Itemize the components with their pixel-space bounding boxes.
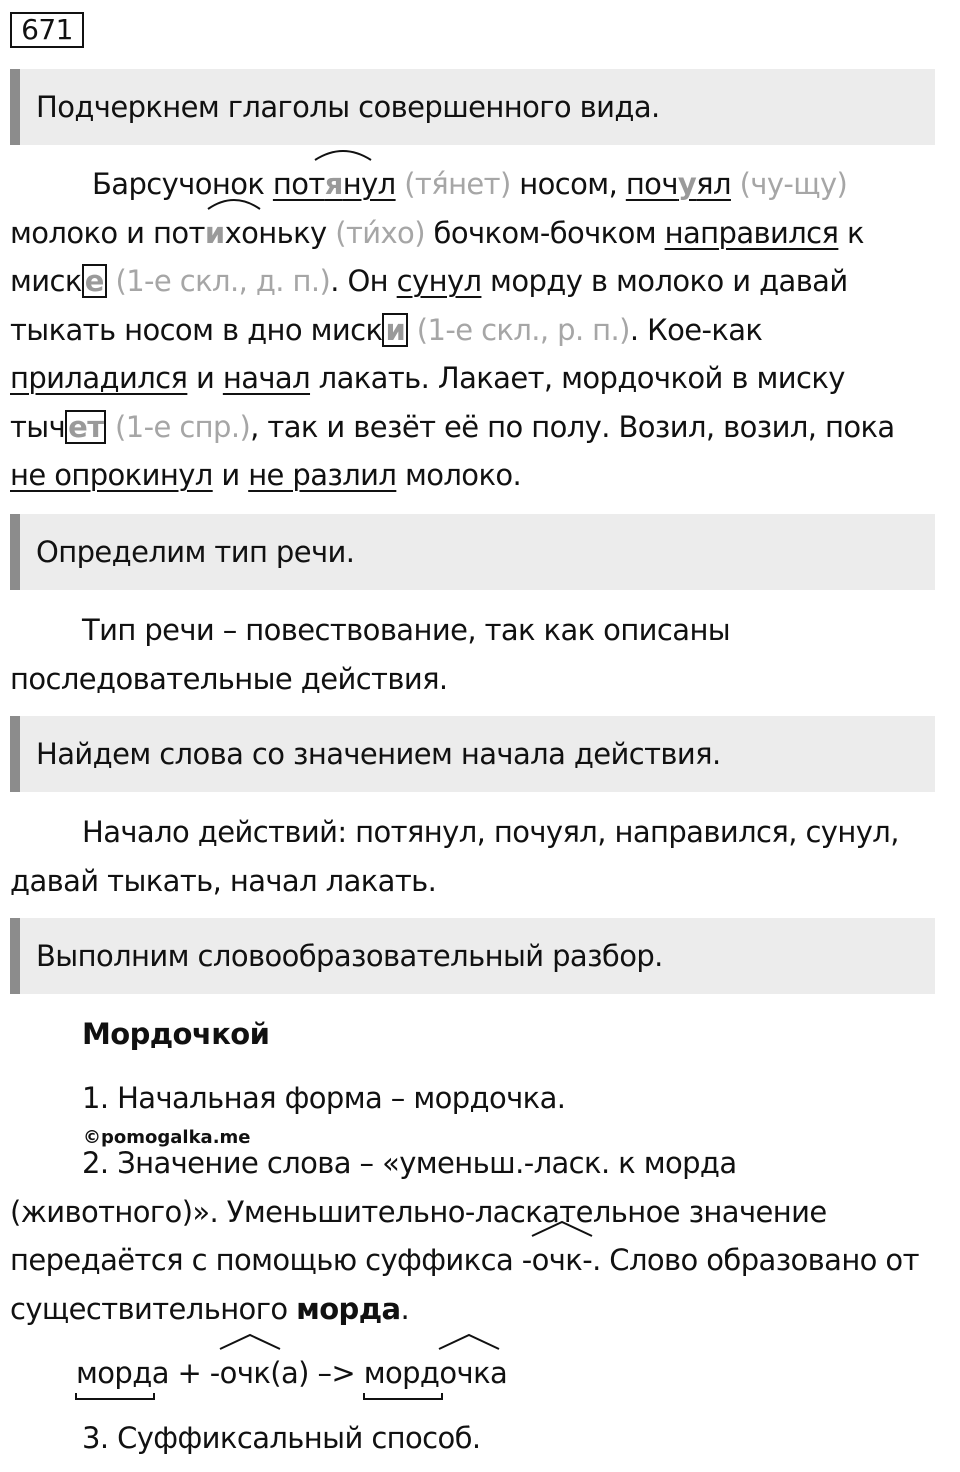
analysis-item-2 xyxy=(10,1139,945,1333)
item-2-line-4: существительного морда. xyxy=(10,1291,410,1326)
passage-line-2: молоко и потихоньку (ти́хо) бочком-бочком направился к xyxy=(10,209,945,258)
item-1-text: 1. Начальная форма – мордочка. xyxy=(82,1081,566,1115)
text-type-answer xyxy=(10,606,945,703)
root-bracket xyxy=(74,1347,164,1417)
item-2-line-3: передаётся с помощью суффикса -очк -. Слово образовано от xyxy=(10,1236,945,1285)
text-type-line-2: последовательные действия. xyxy=(10,661,448,696)
analysis-word: Мордочкой xyxy=(82,1017,270,1051)
root-arc xyxy=(206,191,286,211)
word-potihonku: молоко и потихоньку xyxy=(10,209,327,258)
analysis-item-3 xyxy=(10,1414,945,1463)
ending-box-i: и xyxy=(382,313,408,347)
formula-root-morda: морд xyxy=(76,1349,152,1398)
item-2-line-2: (животного)». Уменьшительно-ласкательное значение xyxy=(10,1194,827,1229)
verb-nachal: начал xyxy=(222,361,311,395)
begin-words-line-2: давай тыкать, начал лакать. xyxy=(10,863,437,898)
text-type-line-1: Тип речи – повествование, так как описаны xyxy=(82,613,731,647)
passage-line-7: не опрокинул и не разлил молоко. xyxy=(10,458,522,492)
verb-ne-oprokinul: не опрокинул xyxy=(10,458,213,492)
suffix-ochk: очк xyxy=(532,1236,583,1285)
passage-line-6: тыч ет (1-е спр.), так и везёт её по полу. Возил, возил, пока xyxy=(10,409,895,444)
formula-result-suffix: очк xyxy=(439,1349,490,1398)
root-arc xyxy=(313,142,433,162)
passage-line-3: миск е (1-е скл., д. п.). Он сунул морду в молоко и давай xyxy=(10,264,848,298)
verb-potyanul: потянул xyxy=(273,160,396,209)
hint-declension-dp: (1-е скл., д. п.) xyxy=(106,264,331,298)
suffix-mark xyxy=(437,1333,507,1353)
begin-words-answer xyxy=(10,808,945,905)
passage-line-4: тыкать носом в дно миск и (1-е скл., р. п.). Кое-как xyxy=(10,312,763,347)
verb-sunul: сунул xyxy=(396,264,482,298)
item-3-text: 3. Суффиксальный способ. xyxy=(82,1421,481,1455)
source-word: морда xyxy=(296,1291,401,1326)
verb-napravilsya: направился xyxy=(664,215,839,250)
root-bracket xyxy=(362,1347,452,1417)
passage xyxy=(10,160,945,500)
hint-chu-schu: (чу-щу) xyxy=(730,167,848,201)
verb-ne-razlil: не разлил xyxy=(248,458,397,492)
verb-priladilsya: приладился xyxy=(10,361,188,395)
derivation-formula: морд а + -очк (а) –> морд очк а xyxy=(10,1349,945,1398)
section-heading-word-analysis: Выполним словообразовательный разбор. xyxy=(10,918,935,994)
ending-box-et: ет xyxy=(65,410,106,444)
hint-tyanet: (тя́нет) xyxy=(395,167,511,201)
passage-line-1: Барсучонок потянул (тя́нет) носом, почуял (чу-щу) xyxy=(10,160,945,209)
hint-conjugation: (1-е спр.) xyxy=(106,409,251,444)
hint-tiho: (ти́хо) xyxy=(326,215,425,250)
suffix-mark xyxy=(530,1220,600,1240)
formula-result-root: морд xyxy=(364,1349,440,1398)
section-heading-text-type: Определим тип речи. xyxy=(10,514,935,590)
exercise-number: 671 xyxy=(10,12,84,48)
item-2-line-1: 2. Значение слова – «уменьш.-ласк. к морда xyxy=(82,1146,737,1180)
verb-pochuyal: почуял xyxy=(625,167,731,201)
watermark: ©pomogalka.me xyxy=(83,1127,251,1148)
passage-line-5: приладился и начал лакать. Лакает, мордочкой в миску xyxy=(10,361,845,395)
hint-declension-rp: (1-е скл., р. п.) xyxy=(408,312,630,347)
formula-suffix-ochk: очк xyxy=(220,1349,271,1398)
passage-text: Барсучонок xyxy=(92,167,273,201)
analysis-word-title xyxy=(10,1010,945,1059)
ending-box-e: е xyxy=(82,264,107,298)
section-heading-begin-words: Найдем слова со значением начала действия. xyxy=(10,716,935,792)
begin-words-line-1: Начало действий: потянул, почуял, направился, сунул, xyxy=(82,815,899,849)
section-heading-verbs: Подчеркнем глаголы совершенного вида. xyxy=(10,69,935,145)
suffix-mark xyxy=(218,1333,288,1353)
analysis-item-1 xyxy=(10,1074,945,1123)
